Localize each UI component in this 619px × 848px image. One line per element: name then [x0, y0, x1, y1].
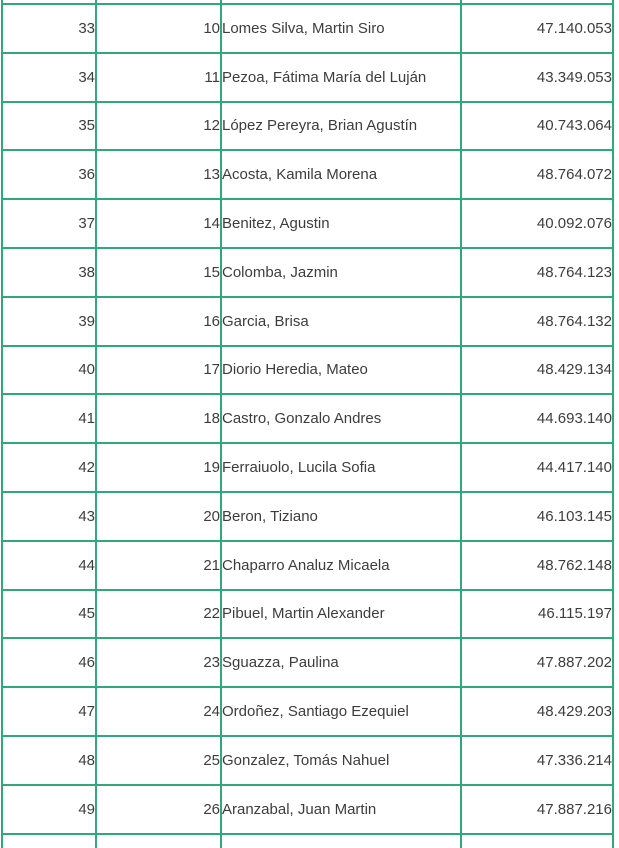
cell-position: 40 — [1, 347, 97, 396]
cell-number — [97, 835, 222, 848]
cell-number: 11 — [97, 54, 222, 103]
cell-name: Benitez, Agustin — [222, 200, 462, 249]
cell-document: 48.429.134 — [462, 347, 614, 396]
cell-position: 43 — [1, 493, 97, 542]
roster-table — [1, 0, 614, 848]
cell-name: Chaparro Analuz Micaela — [222, 542, 462, 591]
cell-name: Ordoñez, Santiago Ezequiel — [222, 688, 462, 737]
cell-position: 47 — [1, 688, 97, 737]
cell-number: 18 — [97, 395, 222, 444]
cell-name: Colomba, Jazmin — [222, 249, 462, 298]
table-row — [1, 200, 614, 249]
cell-position: 34 — [1, 54, 97, 103]
partial-row-bottom — [1, 835, 614, 848]
cell-position: 49 — [1, 786, 97, 835]
cell-name: Pibuel, Martin Alexander — [222, 591, 462, 640]
cell-position: 45 — [1, 591, 97, 640]
cell-number: 25 — [97, 737, 222, 786]
table-row — [1, 786, 614, 835]
table-row — [1, 444, 614, 493]
cell-document: 47.336.214 — [462, 737, 614, 786]
cell-position: 37 — [1, 200, 97, 249]
cell-number: 14 — [97, 200, 222, 249]
table-row — [1, 5, 614, 54]
table-row — [1, 347, 614, 396]
table-row — [1, 298, 614, 347]
cell-position: 42 — [1, 444, 97, 493]
cell-document: 46.103.145 — [462, 493, 614, 542]
table-row — [1, 591, 614, 640]
cell-name: López Pereyra, Brian Agustín — [222, 103, 462, 152]
table-row — [1, 103, 614, 152]
cell-name: Gonzalez, Tomás Nahuel — [222, 737, 462, 786]
cell-document: 40.092.076 — [462, 200, 614, 249]
cell-document: 48.764.132 — [462, 298, 614, 347]
cell-name: Beron, Tiziano — [222, 493, 462, 542]
table-row — [1, 688, 614, 737]
cell-position: 39 — [1, 298, 97, 347]
cell-name: Ferraiuolo, Lucila Sofia — [222, 444, 462, 493]
table-row — [1, 151, 614, 200]
cell-name: Lomes Silva, Martin Siro — [222, 5, 462, 54]
cell-name: Sguazza, Paulina — [222, 639, 462, 688]
cell-document: 48.764.123 — [462, 249, 614, 298]
cell-name: Pezoa, Fátima María del Luján — [222, 54, 462, 103]
cell-number: 24 — [97, 688, 222, 737]
cell-position: 36 — [1, 151, 97, 200]
cell-document: 43.349.053 — [462, 54, 614, 103]
cell-number: 12 — [97, 103, 222, 152]
cell-number: 23 — [97, 639, 222, 688]
cell-number: 15 — [97, 249, 222, 298]
cell-document: 44.693.140 — [462, 395, 614, 444]
table-body — [1, 0, 614, 848]
table-row — [1, 737, 614, 786]
cell-document: 47.887.202 — [462, 639, 614, 688]
cell-document: 48.762.148 — [462, 542, 614, 591]
cell-name: Garcia, Brisa — [222, 298, 462, 347]
table-row — [1, 639, 614, 688]
cell-number: 21 — [97, 542, 222, 591]
cell-number: 17 — [97, 347, 222, 396]
table-row — [1, 54, 614, 103]
cell-position — [1, 835, 97, 848]
cell-position: 48 — [1, 737, 97, 786]
cell-document: 48.429.203 — [462, 688, 614, 737]
table-row — [1, 542, 614, 591]
cell-position: 35 — [1, 103, 97, 152]
cell-number: 13 — [97, 151, 222, 200]
cell-position: 41 — [1, 395, 97, 444]
cell-number: 10 — [97, 5, 222, 54]
cell-document: 46.115.197 — [462, 591, 614, 640]
cell-name: Castro, Gonzalo Andres — [222, 395, 462, 444]
cell-number: 20 — [97, 493, 222, 542]
cell-document: 47.140.053 — [462, 5, 614, 54]
cell-name — [222, 835, 462, 848]
table-row — [1, 493, 614, 542]
cell-document: 47.887.216 — [462, 786, 614, 835]
cell-name: Aranzabal, Juan Martin — [222, 786, 462, 835]
cell-number: 16 — [97, 298, 222, 347]
cell-name: Diorio Heredia, Mateo — [222, 347, 462, 396]
cell-number: 22 — [97, 591, 222, 640]
table-row — [1, 249, 614, 298]
cell-document: 44.417.140 — [462, 444, 614, 493]
cell-name: Acosta, Kamila Morena — [222, 151, 462, 200]
cell-number: 19 — [97, 444, 222, 493]
cell-position: 38 — [1, 249, 97, 298]
cell-number: 26 — [97, 786, 222, 835]
cell-position: 33 — [1, 5, 97, 54]
cell-position: 46 — [1, 639, 97, 688]
table-row — [1, 395, 614, 444]
cell-position: 44 — [1, 542, 97, 591]
cell-document — [462, 835, 614, 848]
cell-document: 48.764.072 — [462, 151, 614, 200]
cell-document: 40.743.064 — [462, 103, 614, 152]
